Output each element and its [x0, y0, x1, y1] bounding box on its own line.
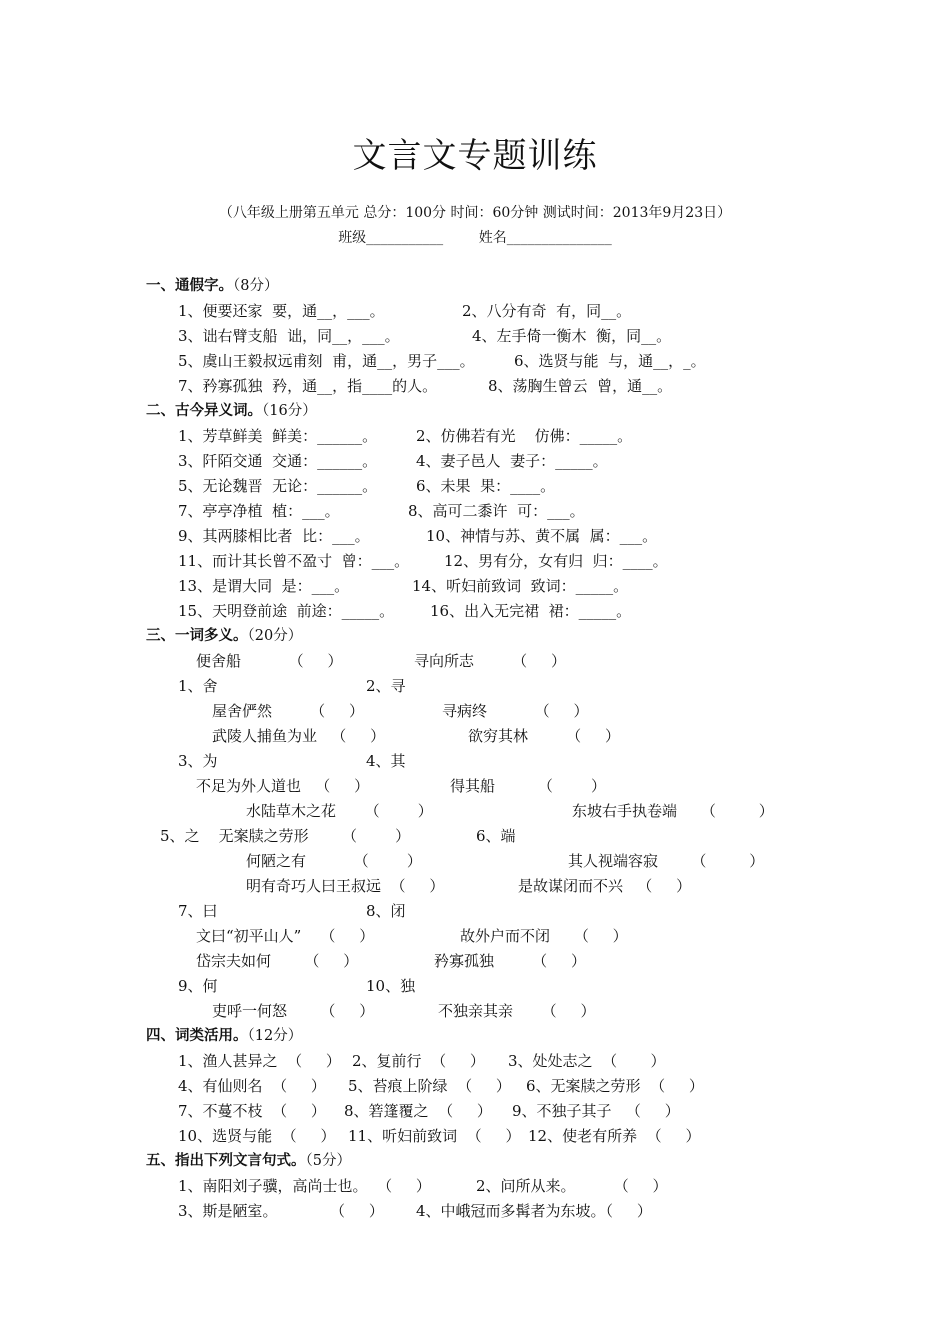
- question-line: 11、而计其长曾不盈寸 曾：___。: [178, 552, 410, 570]
- section-heading-2: 二、古今异义词。（16分）: [146, 403, 317, 419]
- question-line: 8、荡胸生曾云 曾，通__。: [488, 377, 673, 395]
- question-line: 1、便要还家 要，通__，___。: [178, 302, 385, 320]
- question-line: 1、芳草鲜美 鲜美：______。: [178, 427, 378, 445]
- question-line: 2、问所从来。 （ ）: [476, 1177, 668, 1195]
- question-line: 7、曰: [178, 902, 218, 920]
- question-line: 4、妻子邑人 妻子：_____。: [416, 452, 608, 470]
- question-line: 10、神情与苏、黄不属 属：___。: [426, 527, 658, 545]
- question-line: 2、八分有奇 有，同__。: [462, 302, 632, 320]
- question-line: 是故谋闭而不兴 （ ）: [518, 877, 692, 895]
- question-line: 矜寡孤独 （ ）: [434, 952, 586, 970]
- question-line: 10、选贤与能 （ ）: [178, 1127, 336, 1145]
- question-line: 15、天明登前途 前途：_____。: [178, 602, 395, 620]
- question-line: 6、无案牍之劳形 （ ）: [526, 1077, 704, 1095]
- question-line: 5、虞山王毅叔远甫刻 甫，通__，男子___。: [178, 352, 475, 370]
- question-line: 3、阡陌交通 交通：______。: [178, 452, 378, 470]
- question-line: 吏呼一何怒 （ ）: [212, 1002, 375, 1020]
- question-line: 7、矜寡孤独 矜，通__，指____的人。: [178, 377, 438, 395]
- question-line: 1、舍: [178, 677, 218, 695]
- section-heading-5: 五、指出下列文言句式。（5分）: [146, 1153, 351, 1169]
- question-line: 不足为外人道也 （ ）: [196, 777, 370, 795]
- question-line: 16、出入无完裙 裙：_____。: [430, 602, 632, 620]
- question-line: 11、听妇前致词 （ ）: [348, 1127, 521, 1145]
- question-line: 欲穷其林 （ ）: [468, 727, 620, 745]
- page-title: 文言文专题训练: [352, 136, 598, 176]
- question-line: 屋舍俨然 （ ）: [212, 702, 364, 720]
- question-line: 1、渔人甚异之 （ ）: [178, 1052, 341, 1070]
- question-line: 5、苔痕上阶绿 （ ）: [348, 1077, 511, 1095]
- question-line: 得其船 （ ）: [450, 777, 607, 795]
- question-line: 4、其: [366, 752, 406, 770]
- question-line: 3、诎右臂支船 诎，同__，___。: [178, 327, 400, 345]
- question-line: 9、其两膝相比者 比：___。: [178, 527, 370, 545]
- question-line: 故外户而不闭 （ ）: [460, 927, 628, 945]
- question-line: 岱宗夫如何 （ ）: [196, 952, 359, 970]
- question-line: 武陵人捕鱼为业 （ ）: [212, 727, 386, 745]
- question-line: 5、无论魏晋 无论：______。: [178, 477, 378, 495]
- section-heading-1: 一、通假字。（8分）: [146, 278, 279, 294]
- question-line: 8、箬篷覆之 （ ）: [344, 1102, 492, 1120]
- question-line: 3、为: [178, 752, 218, 770]
- question-line: 4、左手倚一衡木 衡，同__。: [472, 327, 672, 345]
- question-line: 3、斯是陋室。 （ ）: [178, 1202, 384, 1220]
- class-name-fields: 班级___________ 姓名_______________: [338, 230, 612, 246]
- question-line: 9、何: [178, 977, 218, 995]
- question-line: 水陆草木之花 （ ）: [246, 802, 433, 820]
- question-line: 6、选贤与能 与，通__，_。: [514, 352, 706, 370]
- question-line: 明有奇巧人曰王叔远 （ ）: [246, 877, 445, 895]
- question-line: 便舍船 （ ）: [196, 652, 343, 670]
- question-line: 10、独: [366, 977, 416, 995]
- question-line: 9、不独子其子 （ ）: [512, 1102, 680, 1120]
- question-line: 8、高可二黍许 可：___。: [408, 502, 585, 520]
- section-heading-3: 三、一词多义。（20分）: [146, 628, 303, 644]
- section-heading-4: 四、词类活用。（12分）: [146, 1028, 303, 1044]
- question-line: 6、未果 果：____。: [416, 477, 556, 495]
- question-line: 8、闭: [366, 902, 406, 920]
- question-line: 东坡右手执卷端 （ ）: [572, 802, 774, 820]
- question-line: 2、寻: [366, 677, 406, 695]
- question-line: 14、听妇前致词 致词：_____。: [412, 577, 629, 595]
- question-line: 3、处处志之 （ ）: [508, 1052, 666, 1070]
- question-line: 2、仿佛若有光 仿佛：_____。: [416, 427, 633, 445]
- question-line: 4、中峨冠而多髯者为东坡。（ ）: [416, 1202, 652, 1220]
- exam-info: （八年级上册第五单元 总分：100分 时间：60分钟 测试时间：2013年9月23日）: [218, 205, 732, 221]
- question-line: 1、南阳刘子骥，高尚士也。 （ ）: [178, 1177, 431, 1195]
- question-line: 5、之 无案牍之劳形 （ ）: [160, 827, 411, 845]
- question-line: 13、是谓大同 是：___。: [178, 577, 350, 595]
- question-line: 7、不蔓不枝 （ ）: [178, 1102, 326, 1120]
- question-line: 12、男有分，女有归 归：____。: [444, 552, 668, 570]
- question-line: 寻向所志 （ ）: [414, 652, 566, 670]
- question-line: 2、复前行 （ ）: [352, 1052, 485, 1070]
- question-line: 6、端: [476, 827, 516, 845]
- question-line: 何陋之有 （ ）: [246, 852, 422, 870]
- question-line: 7、亭亭净植 植：___。: [178, 502, 340, 520]
- question-line: 寻病终 （ ）: [442, 702, 589, 720]
- question-line: 文曰“初平山人” （ ）: [196, 927, 375, 945]
- question-line: 12、使老有所养 （ ）: [528, 1127, 701, 1145]
- question-line: 其人视端容寂 （ ）: [568, 852, 765, 870]
- question-line: 4、有仙则名 （ ）: [178, 1077, 326, 1095]
- question-line: 不独亲其亲 （ ）: [438, 1002, 596, 1020]
